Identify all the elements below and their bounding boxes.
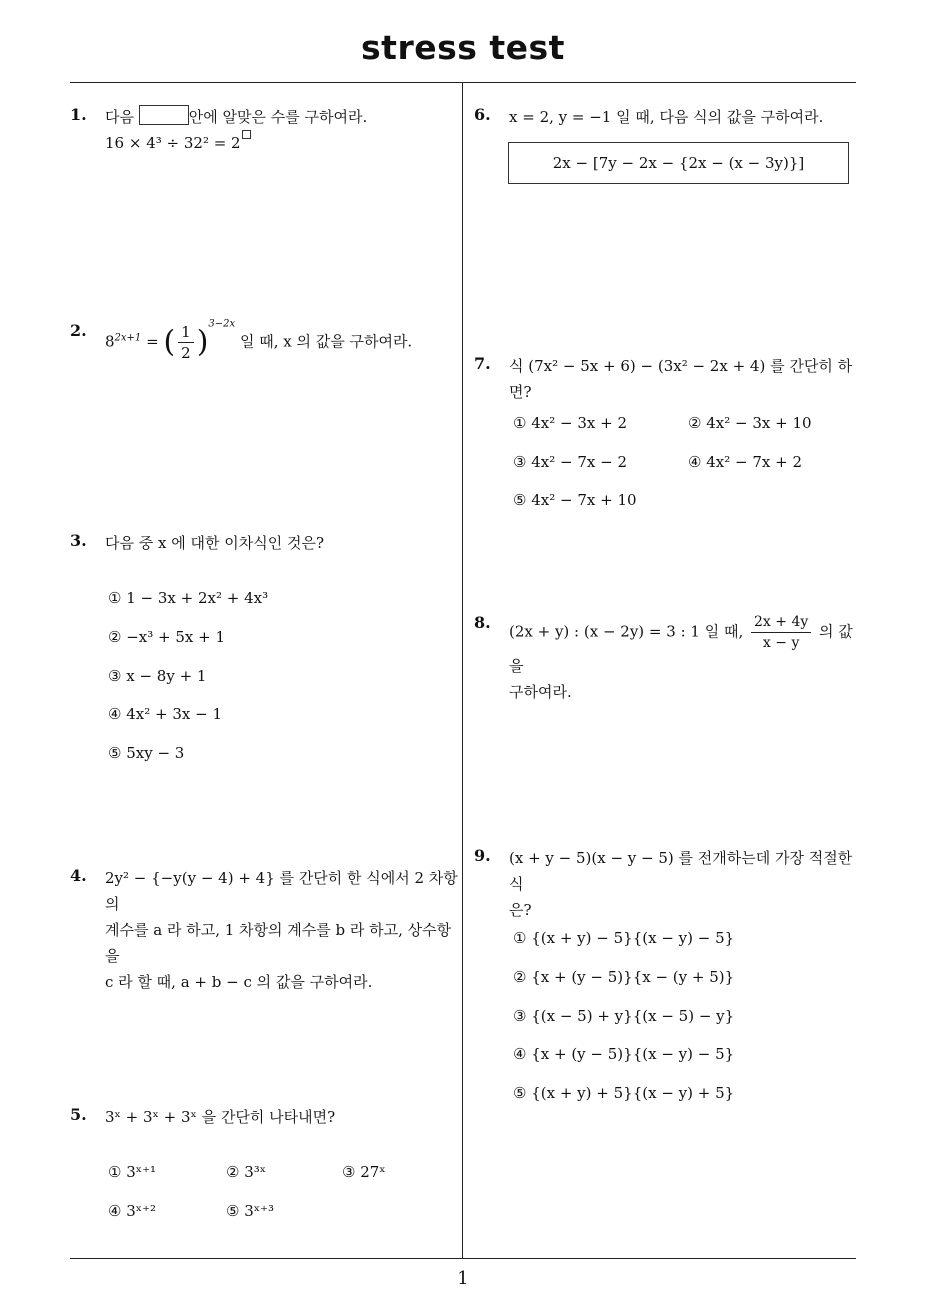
- question-6: [474, 104, 854, 130]
- question-text: 안에 알맞은 수를 구하여라.: [188, 108, 368, 126]
- choice-2: ② 3³ˣ: [226, 1163, 267, 1181]
- question-number: 7.: [474, 354, 491, 373]
- question-number: 2.: [70, 321, 87, 340]
- bottom-rule: [70, 1258, 856, 1259]
- question-text: 다음: [105, 108, 134, 126]
- fraction: [751, 612, 811, 653]
- choice-1: ① {(x + y) − 5}{(x − y) − 5}: [513, 929, 735, 947]
- question-number: 5.: [70, 1105, 87, 1124]
- math-equals: =: [146, 332, 159, 351]
- question-number: 4.: [70, 866, 87, 885]
- question-text-line: 은?: [509, 901, 532, 919]
- choice-4: ④ {x + (y − 5)}{(x − y) − 5}: [513, 1045, 735, 1063]
- choice-3: ③ {(x − 5) + y}{(x − 5) − y}: [513, 1007, 735, 1025]
- page-title: stress test: [361, 28, 565, 67]
- fraction-numerator: 2x + 4y: [751, 612, 811, 633]
- question-1: [70, 104, 450, 156]
- blank-square-exponent: [242, 130, 251, 139]
- question-8: [474, 612, 864, 705]
- question-text: 3ˣ + 3ˣ + 3ˣ 을 간단히 나타내면?: [105, 1108, 336, 1126]
- column-divider: [462, 83, 463, 1258]
- choice-3: ③ 4x² − 7x − 2: [513, 453, 627, 471]
- question-text: (2x + y) : (x − 2y) = 3 : 1 일 때,: [509, 622, 744, 641]
- question-text-line: 계수를 a 라 하고, 1 차항의 계수를 b 라 하고, 상수항을: [105, 921, 452, 965]
- choice-2: ② 4x² − 3x + 10: [688, 414, 812, 432]
- question-number: 3.: [70, 531, 87, 550]
- question-4: [70, 865, 460, 995]
- choice-5: ⑤ 5xy − 3: [108, 744, 185, 762]
- question-number: 8.: [474, 613, 491, 632]
- question-text: 식 (7x² − 5x + 6) − (3x² − 2x + 4) 를 간단히 하면?: [509, 357, 853, 401]
- question-text-line: c 라 할 때, a + b − c 의 값을 구하여라.: [105, 973, 373, 991]
- math-expression: 16 × 4³ ÷ 32² = 2: [105, 134, 241, 152]
- choice-5: ⑤ 3ˣ⁺³: [226, 1202, 275, 1220]
- question-number: 9.: [474, 846, 491, 865]
- expression-box: 2x − [7y − 2x − {2x − (x − 3y)}]: [508, 142, 849, 184]
- question-text: 의 값을: [509, 622, 853, 675]
- question-text: 일 때, x 의 값을 구하여라.: [239, 332, 413, 351]
- math-exponent: 2x+1: [114, 332, 142, 344]
- question-3: [70, 530, 450, 556]
- choice-5: ⑤ {(x + y) + 5}{(x − y) + 5}: [513, 1084, 735, 1102]
- question-number: 1.: [70, 105, 87, 124]
- question-2: [70, 320, 450, 363]
- choice-1: ① 1 − 3x + 2x² + 4x³: [108, 589, 269, 607]
- choice-1: ① 4x² − 3x + 2: [513, 414, 627, 432]
- question-5: [70, 1104, 450, 1130]
- choice-4: ④ 4x² + 3x − 1: [108, 705, 222, 723]
- right-paren: ): [196, 324, 209, 360]
- question-text-line: 2y² − {−y(y − 4) + 4} 를 간단히 한 식에서 2 차항의: [105, 869, 458, 913]
- question-9: [474, 845, 864, 923]
- question-7: [474, 353, 854, 405]
- fraction: [178, 322, 194, 363]
- choice-3: ③ 27ˣ: [342, 1163, 386, 1181]
- question-text: 다음 중 x 에 대한 이차식인 것은?: [105, 534, 324, 552]
- choice-2: ② −x³ + 5x + 1: [108, 628, 226, 646]
- choice-5: ⑤ 4x² − 7x + 10: [513, 491, 637, 509]
- math-base: 8: [105, 332, 115, 351]
- answer-blank-box: [139, 105, 189, 125]
- fraction-denominator: x − y: [762, 635, 800, 651]
- choice-4: ④ 3ˣ⁺²: [108, 1202, 157, 1220]
- question-number: 6.: [474, 105, 491, 124]
- left-paren: (: [163, 324, 176, 360]
- top-rule: [70, 82, 856, 83]
- page-number: 1: [457, 1268, 469, 1289]
- question-text: 구하여라.: [509, 683, 572, 701]
- fraction-numerator: 1: [178, 322, 194, 343]
- choice-2: ② {x + (y − 5)}{x − (y + 5)}: [513, 968, 735, 986]
- math-exponent: 3−2x: [208, 318, 236, 330]
- choice-3: ③ x − 8y + 1: [108, 667, 207, 685]
- fraction-denominator: 2: [181, 344, 191, 362]
- choice-4: ④ 4x² − 7x + 2: [688, 453, 802, 471]
- question-text: x = 2, y = −1 일 때, 다음 식의 값을 구하여라.: [509, 108, 824, 126]
- question-text-line: (x + y − 5)(x − y − 5) 를 전개하는데 가장 적절한 식: [509, 849, 853, 893]
- choice-1: ① 3ˣ⁺¹: [108, 1163, 157, 1181]
